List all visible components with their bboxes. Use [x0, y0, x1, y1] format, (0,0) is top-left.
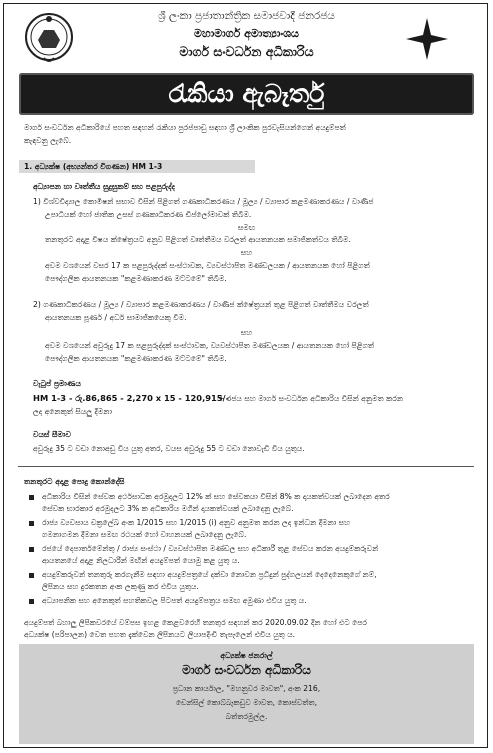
qualification-2-experience-line-1: අවම වශයෙන් අවුරුදු 17 ක පළපුරුද්දක් සංස්ථාවක, ව්‍යවස්ථාපිත මණ්ඩලයක / ආයතනයක හෝ පිළිගත් [45, 341, 375, 350]
condition-2-line-2: ගමනාගමන දීමනා සමඟ රථයක් හෝ වාහනයක් ලබාදෙනු ලැබේ. [42, 530, 247, 539]
footer-address-line-3: බත්තරමුල්ල. [225, 712, 268, 721]
qualifications-heading: අධ්‍යාපන හා වෘත්තීය සුදුසුකම් සහ පළපුරුද්ද [33, 182, 175, 191]
salary-scale: HM 1-3 - රු.86,865 - 2,270 x 15 - 120,915/- [33, 393, 230, 403]
footer-address-line-2: ඩෙන්සිල් කොබ්බෑකඩුව මාවත, කොස්වත්ත, [175, 698, 318, 707]
header-ministry: මහාමාර්ග අමාත්‍යාංශය [194, 27, 299, 40]
condition-3-line-1: රජයේ දෙපාර්තමේන්තු / රාජ්‍ය සංස්ථා / ව්‍යවස්ථාපිත මණ්ඩල සහ අධිකාරී තුළ සේවය කරන අයදුම්කරුවන් [42, 544, 379, 553]
joiner-and-2: සහ [240, 328, 253, 337]
condition-4-line-2: ලිපිනය සහ දුරකතන අංක ලකුණු කර එවිය යුතුය. [42, 582, 199, 591]
qualification-1-line-2: උපාධියක් හෝ ජාතික උසස් ගණකාධිකරණ ඩිප්ලෝමාවක් තිබීම. [45, 210, 252, 219]
condition-4-line-1: අයදුම්කරුවන් තනතුරු කරගැනීම සඳහා අයදුම්පත්‍රයේ දක්වා නොවන ප්‍රධිදුන් පුද්ගලයන් දෙදෙනෙකුගේ නම්, [42, 570, 377, 579]
footer-organization: මාර්ග සංවර්ධන අධිකාරිය [182, 663, 311, 677]
qualification-1-line-1: 1) විශ්වවිද්‍යාල කොමිෂන් සභාව විසින් පිළිගත් ගණකාධිකරණය / මූල්‍ය / ව්‍යාපාර කළමණාකරණය / වාණිජ [33, 197, 374, 206]
header-line-1: ශ්‍රී ලංකා ප්‍රජාතාන්ත්‍රික සමාජවාදී ජනරජය [158, 10, 335, 22]
bullet-icon [29, 599, 34, 604]
salary-allowances-line-1: + රජය සහ මාර්ග සංවර්ධන අධිකාරිය විසින් අනුමත කරන [218, 394, 403, 403]
qualification-2-experience-line-2: පෞද්ගලික ආයතනයක "කළමණාකරණ මට්ටමේ" තිබීම. [45, 354, 227, 363]
qualification-2-line-1: 2) ගණකාධිකරණය / මූල්‍ය / ව්‍යාපාර කළමණාකරණය / වාණිජ ක්ෂේත්‍රයන් තුළ පිළිගත් වෘත්තීමය වරලත් [33, 300, 369, 309]
footer-signatory: අධ්‍යක්ෂ ජනරාල් [220, 651, 273, 660]
closing-line-1: අයදුම්පත් බහාලු ලිපිකවරයේ වම්පස ඉහළ කෙළවරෙහි තනතුර සඳහන් කර 2020.09.02 දින හෝ එට පෙර [24, 618, 367, 627]
vacancies-banner: රැකියා ඇබෑර්තු [19, 73, 474, 115]
condition-3-line-2: ආයතනයේ අදාළ නිලධාරීන් මඟින් අයදුම්පත් යොමු කළ යුතු ය. [42, 556, 240, 565]
general-conditions-heading: තනතුරට අදාළ පොදු කොන්දේසි [24, 477, 125, 486]
closing-line-2: අධ්‍යක්ෂ (පරිපාලන) වෙත පහත දැක්වෙන ලිපිනයට ලියාපදිංචි තැපෑලෙන් එවිය යුතු ය. [24, 630, 296, 639]
salary-allowances-line-2: ලද අනෙකුත් සියලු දීමනා [33, 407, 112, 416]
bullet-icon [29, 573, 34, 578]
salary-heading: වැටුප් ප්‍රමාණය [33, 379, 81, 388]
condition-2-line-1: රාජ්‍ය ව්‍යවසාය චක්‍රලේඛ අංක 1/2015 සහ 1/2015 (i) අනුව අනුමත කරන ලද ඉන්ධන දීමනා සහ [42, 518, 351, 527]
footer-address-line-1: ප්‍රධාන කාර්යාල, "මහනුවර මාවත", අංක 216, [172, 684, 321, 693]
condition-1-line-2: සේවක භාරකාර අරමුදලට 3% ක අධිකාරිය මගින් දායකත්වයක් ලබාදෙනු ලැබේ. [42, 504, 294, 513]
qualification-1-experience-line-1: අවම වශයෙන් වසර 17 ක පළපුරුද්දක් සංස්ථාවක, ව්‍යවස්ථාපිත මණ්ඩලයක / ආයතනයක හෝ පිළිගත් [45, 261, 370, 270]
joiner-with: සමඟ [237, 223, 256, 232]
age-limit-text: අවුරුදු 35 ට වඩා නොඅඩු විය යුතු අතර, වයස අවුරුදු 55 ට වඩා නොවැඩි විය යුතුය. [33, 444, 305, 453]
qualification-1-membership: තනතුරට අදාළ විෂය ක්ෂේත්‍රයට අනුව පිළිගත් වෘත්තීමය වරලත් ආයතනයක සමාජිකත්වය තිබීම. [45, 235, 351, 244]
intro-line-1: මාර්ග සංවර්ධන අධිකාරියේ පහත සඳහන් රැකියා පුරප්පාඩු සඳහා ශ්‍රී ලාංකික පුරවැසියන්ගෙන් අයදුම්පත් [24, 123, 346, 132]
position-section-header [19, 160, 255, 173]
condition-1-line-1: අධිකාරිය විසින් සේවක අර්ථසාධක අරමුදලට 12% ක් සහ සේවකයා විසින් 8% ක දායකත්වයක් ලබාදෙන අතර [42, 492, 390, 501]
bullet-icon [29, 495, 34, 500]
qualification-1-experience-line-2: පෞද්ගලික ආයතනයක "කළමණාකරණ මට්ටමේ" තිබීම. [45, 274, 227, 283]
condition-5-line-1: අධ්‍යාපනික සහ අනෙකුත් සහතිකවල පිටපත් අයදුම්පත්‍රය සමඟ අමුණා එවිය යුතු ය. [42, 596, 307, 605]
bullet-icon [29, 547, 34, 552]
qualification-2-line-2: ආයතනයක පූර්ණ / අර්ධ සාමාජිකයෙකු වීම. [45, 313, 187, 322]
header-organization: මාර්ග සංවර්ධන අධිකාරිය [179, 44, 314, 59]
joiner-and: සහ [240, 248, 253, 257]
section-divider [18, 466, 474, 467]
rda-logo-icon [404, 16, 450, 62]
age-limit-heading: වයස් සීමාව [33, 430, 71, 439]
address-footer [19, 644, 474, 744]
position-title: 1. අධ්‍යක්ෂ (අභ්‍යන්තර විගණන) HM 1-3 [24, 162, 163, 171]
bullet-icon [29, 521, 34, 526]
intro-line-2: කැඳවනු ලැබේ. [24, 136, 72, 145]
